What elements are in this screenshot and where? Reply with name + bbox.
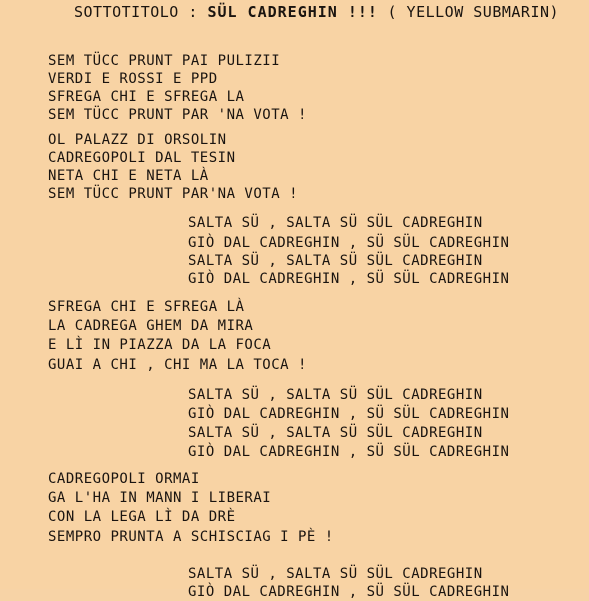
verse-4-line-4: SEMPRO PRUNTA A SCHISCIAG I PÈ ! xyxy=(48,529,334,545)
chorus-3-line-1: SALTA SÜ , SALTA SÜ SÜL CADREGHIN xyxy=(188,566,483,582)
tune-reference: ( YELLOW SUBMARIN) xyxy=(387,3,560,21)
verse-1-line-2: VERDI E ROSSI E PPD xyxy=(48,71,218,87)
verse-1-line-1: SEM TÜCC PRUNT PAI PULIZII xyxy=(48,53,281,69)
verse-2-line-3: NETA CHI E NETA LÀ xyxy=(48,168,209,184)
chorus-2-line-4: GIÒ DAL CADREGHIN , SÜ SÜL CADREGHIN xyxy=(188,444,510,460)
header xyxy=(74,2,559,22)
verse-2-line-2: CADREGOPOLI DAL TESIN xyxy=(48,150,236,166)
chorus-3-line-2: GIÒ DAL CADREGHIN , SÜ SÜL CADREGHIN xyxy=(188,584,510,600)
verse-1-line-4: SEM TÜCC PRUNT PAR 'NA VOTA ! xyxy=(48,107,307,123)
verse-2-line-4: SEM TÜCC PRUNT PAR'NA VOTA ! xyxy=(48,186,299,202)
chorus-2-line-1: SALTA SÜ , SALTA SÜ SÜL CADREGHIN xyxy=(188,387,483,403)
verse-4-line-2: GA L'HA IN MANN I LIBERAI xyxy=(48,490,272,506)
verse-3-line-3: E LÌ IN PIAZZA DA LA FOCA xyxy=(48,337,272,353)
verse-4-line-1: CADREGOPOLI ORMAI xyxy=(48,471,200,487)
chorus-1-line-4: GIÒ DAL CADREGHIN , SÜ SÜL CADREGHIN xyxy=(188,271,510,287)
verse-3-line-2: LA CADREGA GHEM DA MIRA xyxy=(48,318,254,334)
chorus-1-line-1: SALTA SÜ , SALTA SÜ SÜL CADREGHIN xyxy=(188,215,483,231)
subtitle-label: SOTTOTITOLO : xyxy=(74,3,198,21)
verse-2-line-1: OL PALAZZ DI ORSOLIN xyxy=(48,132,227,148)
chorus-2-line-2: GIÒ DAL CADREGHIN , SÜ SÜL CADREGHIN xyxy=(188,406,510,422)
verse-1-line-3: SFREGA CHI E SFREGA LA xyxy=(48,89,245,105)
verse-4-line-3: CON LA LEGA LÌ DA DRÈ xyxy=(48,509,236,525)
verse-3-line-1: SFREGA CHI E SFREGA LÀ xyxy=(48,299,245,315)
chorus-1-line-2: GIÒ DAL CADREGHIN , SÜ SÜL CADREGHIN xyxy=(188,235,510,251)
chorus-1-line-3: SALTA SÜ , SALTA SÜ SÜL CADREGHIN xyxy=(188,253,483,269)
chorus-2-line-3: SALTA SÜ , SALTA SÜ SÜL CADREGHIN xyxy=(188,425,483,441)
verse-3-line-4: GUAI A CHI , CHI MA LA TOCA ! xyxy=(48,357,307,373)
song-title: SÜL CADREGHIN !!! xyxy=(207,3,378,21)
